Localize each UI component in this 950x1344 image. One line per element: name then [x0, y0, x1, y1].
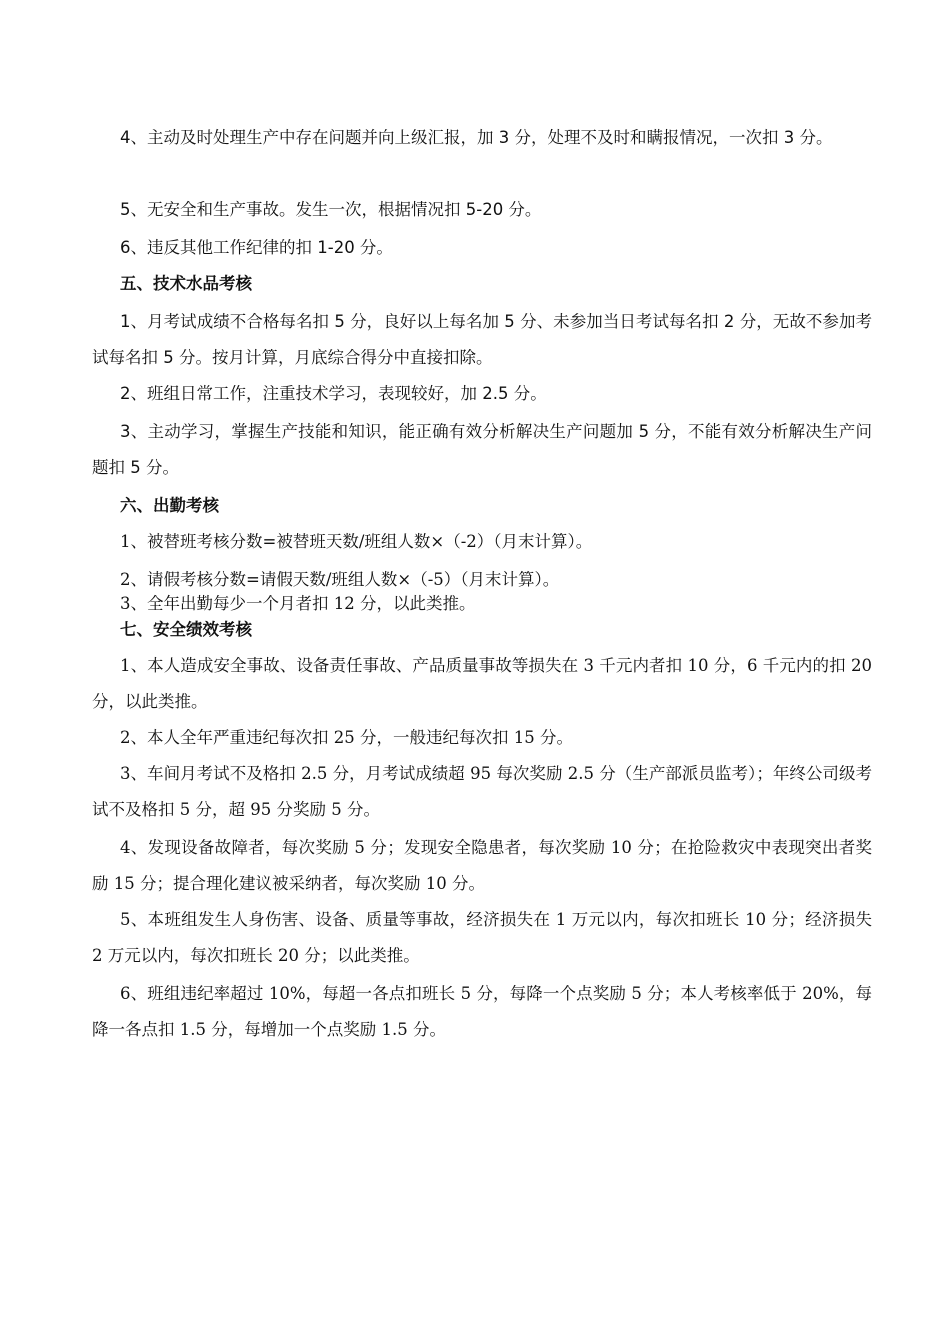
paragraph-s4-item6 — [92, 230, 872, 266]
section-heading-5: 五、技术水品考核 — [120, 274, 252, 293]
paragraph-text: 2、本人全年严重违纪每次扣 25 分，一般违纪每次扣 15 分。 — [120, 728, 573, 747]
section-heading-6: 六、出勤考核 — [120, 496, 219, 515]
paragraph-text: 4、主动及时处理生产中存在问题并向上级汇报，加 3 分，处理不及时和瞒报情况，一次扣 3 分。 — [120, 128, 833, 147]
paragraph-s7-item6 — [92, 976, 872, 1048]
paragraph-s7-item1 — [92, 648, 872, 720]
paragraph-text: 1、本人造成安全事故、设备责任事故、产品质量事故等损失在 3 千元内者扣 10 分，6 千元内的扣 20 分，以此类推。 — [92, 656, 872, 711]
paragraph-text: 2、班组日常工作，注重技术学习，表现较好，加 2.5 分。 — [120, 384, 547, 403]
paragraph-text: 4、发现设备故障者，每次奖励 5 分；发现安全隐患者，每次奖励 10 分；在抢险救灾中表现突出者奖励 15 分；提合理化建议被采纳者，每次奖励 10 分。 — [92, 838, 872, 893]
paragraph-s5-item2 — [92, 376, 872, 412]
paragraph-s7-item3 — [92, 756, 872, 828]
paragraph-s4-item4 — [92, 120, 872, 156]
paragraph-text: 2、请假考核分数=请假天数/班组人数×（-5）（月末计算）。 — [120, 570, 560, 589]
paragraph-s7-item5 — [92, 902, 872, 974]
paragraph-s6-item1 — [92, 524, 872, 560]
paragraph-text: 5、本班组发生人身伤害、设备、质量等事故，经济损失在 1 万元以内，每次扣班长 10 分；经济损失 2 万元以内，每次扣班长 20 分；以此类推。 — [92, 910, 872, 965]
paragraph-text: 3、全年出勤每少一个月者扣 12 分，以此类推。 — [120, 594, 476, 613]
paragraph-text: 6、班组违纪率超过 10%，每超一各点扣班长 5 分，每降一个点奖励 5 分；本人考核率低于 20%，每降一各点扣 1.5 分，每增加一个点奖励 1.5 分。 — [92, 984, 872, 1039]
paragraph-text: 3、车间月考试不及格扣 2.5 分，月考试成绩超 95 每次奖励 2.5 分（生产部派员监考）；年终公司级考试不及格扣 5 分，超 95 分奖励 5 分。 — [92, 764, 872, 819]
paragraph-text: 6、违反其他工作纪律的扣 1-20 分。 — [120, 238, 393, 257]
paragraph-text: 1、月考试成绩不合格每名扣 5 分，良好以上每名加 5 分、未参加当日考试每名扣 2 分，无故不参加考试每名扣 5 分。按月计算，月底综合得分中直接扣除。 — [92, 312, 872, 367]
paragraph-s4-item5 — [92, 192, 872, 228]
paragraph-s5-item1 — [92, 304, 872, 376]
paragraph-text: 3、主动学习，掌握生产技能和知识，能正确有效分析解决生产问题加 5 分，不能有效分析解决生产问题扣 5 分。 — [92, 422, 872, 477]
paragraph-s7-item4 — [92, 830, 872, 902]
paragraph-text: 5、无安全和生产事故。发生一次，根据情况扣 5-20 分。 — [120, 200, 542, 219]
paragraph-s5-item3 — [92, 414, 872, 486]
paragraph-s7-item2 — [92, 720, 872, 756]
paragraph-text: 1、被替班考核分数=被替班天数/班组人数×（-2）（月末计算）。 — [120, 532, 593, 551]
section-heading-7: 七、安全绩效考核 — [120, 620, 252, 639]
